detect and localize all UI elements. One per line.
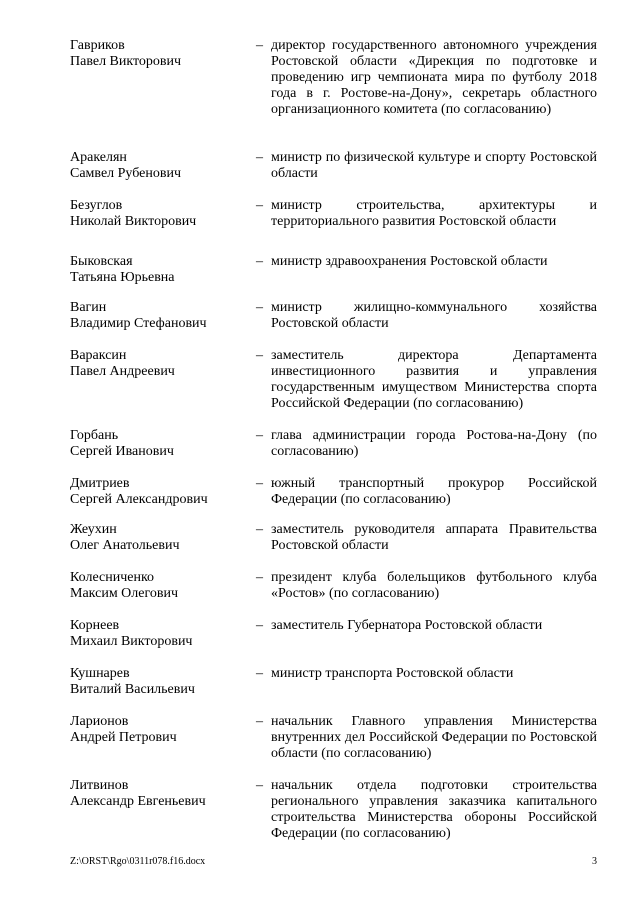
dash-separator: – — [256, 570, 263, 585]
dash-separator: – — [256, 714, 263, 729]
member-position-text: начальник Главного управления Министерства внутренних дел Российской Федерации по Ростовской области (по согласованию) — [271, 714, 597, 761]
member-name — [70, 570, 250, 602]
member-position — [271, 198, 597, 230]
member-name — [70, 778, 250, 810]
member-position-text: министр по физической культуре и спорту Ростовской области — [271, 150, 597, 181]
member-position — [271, 666, 597, 682]
member-position-text: министр транспорта Ростовской области — [271, 666, 514, 681]
member-name — [70, 38, 250, 70]
member-position-text: заместитель директора Департамента инвестиционного развития и управления государственным имуществом Министерства спорта Российской Федерации (по согласованию) — [271, 348, 597, 411]
dash-separator: – — [256, 476, 263, 491]
member-name — [70, 150, 250, 182]
member-given-name: Самвел Рубенович — [70, 166, 182, 181]
member-position — [271, 38, 597, 118]
member-surname: Кушнарев — [70, 666, 130, 681]
member-given-name: Олег Анатольевич — [70, 538, 180, 553]
member-position-text: министр жилищно-коммунального хозяйства Ростовской области — [271, 300, 597, 331]
member-surname: Ларионов — [70, 714, 129, 729]
member-given-name: Николай Викторович — [70, 214, 197, 229]
dash-separator: – — [256, 254, 263, 269]
dash-separator: – — [256, 300, 263, 315]
member-surname: Аракелян — [70, 150, 127, 165]
member-given-name: Павел Андреевич — [70, 364, 175, 379]
member-name — [70, 476, 250, 508]
member-given-name: Михаил Викторович — [70, 634, 193, 649]
member-name — [70, 300, 250, 332]
member-position — [271, 778, 597, 842]
member-position — [271, 714, 597, 762]
member-position — [271, 428, 597, 460]
dash-separator: – — [256, 522, 263, 537]
member-position-text: заместитель Губернатора Ростовской области — [271, 618, 543, 633]
member-position — [271, 254, 597, 270]
member-surname: Гавриков — [70, 38, 125, 53]
dash-separator: – — [256, 618, 263, 633]
dash-separator: – — [256, 666, 263, 681]
member-surname: Корнеев — [70, 618, 120, 633]
member-given-name: Александр Евгеньевич — [70, 794, 206, 809]
member-position-text: директор государственного автономного учреждения Ростовской области «Дирекция по подготовке и проведению игр чемпионата мира по футболу 2018 года в г. Ростове-на-Дону», секретарь областного организационного комитета (по согласованию) — [271, 38, 597, 117]
member-position-text: заместитель руководителя аппарата Правительства Ростовской области — [271, 522, 597, 553]
member-surname: Колесниченко — [70, 570, 155, 585]
member-position-text: южный транспортный прокурор Российской Федерации (по согласованию) — [271, 476, 597, 507]
member-name — [70, 198, 250, 230]
page-number: 3 — [592, 856, 597, 867]
member-name — [70, 348, 250, 380]
member-position — [271, 300, 597, 332]
member-name — [70, 254, 250, 286]
member-given-name: Сергей Александрович — [70, 492, 208, 507]
member-surname: Безуглов — [70, 198, 123, 213]
member-given-name: Татьяна Юрьевна — [70, 270, 175, 285]
member-surname: Вагин — [70, 300, 107, 315]
dash-separator: – — [256, 348, 263, 363]
member-position — [271, 618, 597, 634]
member-name — [70, 522, 250, 554]
member-given-name: Владимир Стефанович — [70, 316, 207, 331]
dash-separator: – — [256, 38, 263, 53]
dash-separator: – — [256, 778, 263, 793]
member-surname: Горбань — [70, 428, 119, 443]
dash-separator: – — [256, 198, 263, 213]
member-position — [271, 348, 597, 412]
member-position-text: начальник отдела подготовки строительства регионального управления заказчика капитального строительства Министерства обороны Российской Федерации (по согласованию) — [271, 778, 597, 841]
member-position-text: министр здравоохранения Ростовской области — [271, 254, 548, 269]
member-name — [70, 618, 250, 650]
member-surname: Вараксин — [70, 348, 127, 363]
member-position — [271, 150, 597, 182]
member-given-name: Сергей Иванович — [70, 444, 174, 459]
member-surname: Дмитриев — [70, 476, 130, 491]
member-name — [70, 428, 250, 460]
member-name — [70, 666, 250, 698]
dash-separator: – — [256, 428, 263, 443]
member-position — [271, 476, 597, 508]
member-surname: Жеухин — [70, 522, 117, 537]
member-position-text: президент клуба болельщиков футбольного клуба «Ростов» (по согласованию) — [271, 570, 597, 601]
member-position-text: министр строительства, архитектуры и территориального развития Ростовской области — [271, 198, 597, 229]
member-position — [271, 522, 597, 554]
dash-separator: – — [256, 150, 263, 165]
footer-file-path: Z:\ORST\Rgo\0311r078.f16.docx — [70, 856, 206, 867]
member-given-name: Павел Викторович — [70, 54, 182, 69]
member-given-name: Андрей Петрович — [70, 730, 177, 745]
member-position — [271, 570, 597, 602]
member-given-name: Максим Олегович — [70, 586, 179, 601]
member-surname: Быковская — [70, 254, 133, 269]
member-given-name: Виталий Васильевич — [70, 682, 195, 697]
member-surname: Литвинов — [70, 778, 129, 793]
member-position-text: глава администрации города Ростова-на-Дону (по согласованию) — [271, 428, 597, 459]
member-name — [70, 714, 250, 746]
